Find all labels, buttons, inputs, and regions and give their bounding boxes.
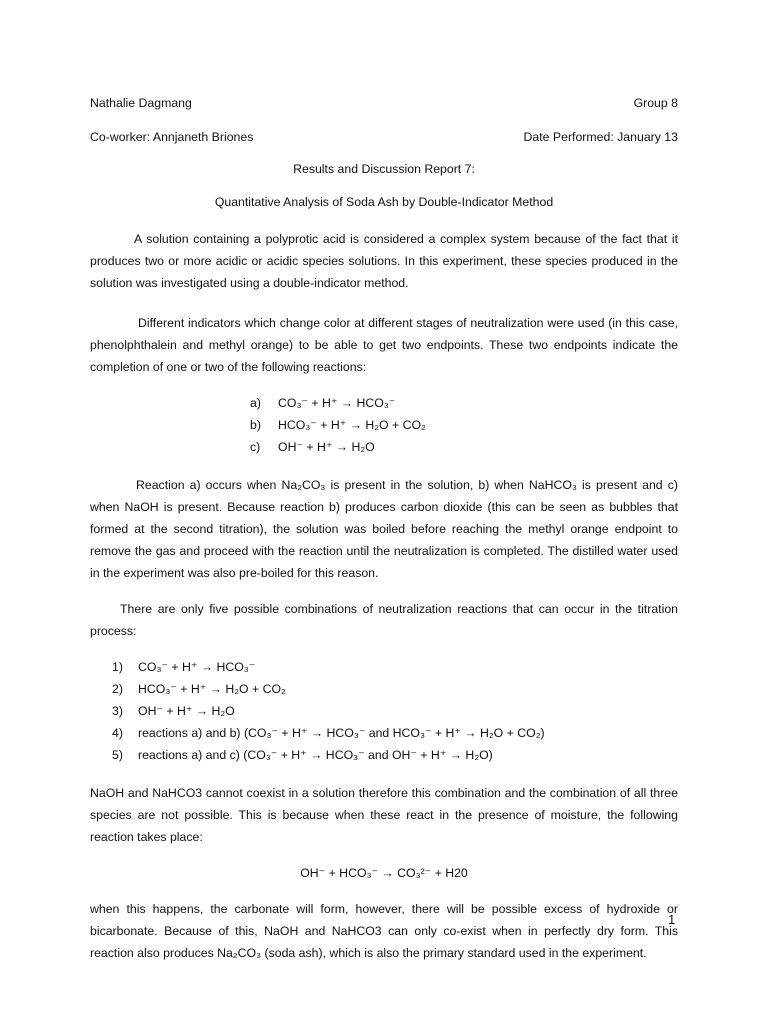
list-item: a) CO₃⁻ + H⁺ → HCO₃⁻ [250,396,396,410]
header-row-2 [90,126,678,148]
header-row-1 [90,92,678,114]
paragraph-reactions: Reaction a) occurs when Na₂CO₃ is present in the solution, b) when NaHCO₃ is present and c) when NaOH is present. Because reaction b) produces carbon dioxide (this can be seen as bubbles that formed at the second titration), the solution was boiled before reaching the methyl orange endpoint to remove the gas and proceed with the reaction until the neutralization is completed. The distilled water used in the experiment was also pre-boiled for this reason. [90,478,678,580]
reaction-list [250,392,678,458]
reaction-equation: OH⁻ + HCO₃⁻ → CO₃²⁻ + H20 [300,866,468,880]
combination-list [112,656,678,766]
paragraph-conclusion: when this happens, the carbonate will form, however, there will be possible excess of hydroxide or bicarbonate. Because of this, NaOH and NaHCO3 can only co-exist when in perfectly dry form. This reaction also produces Na₂CO₃ (soda ash), which is also the primary standard used in the experiment. [90,902,678,960]
paragraph-indicators: Different indicators which change color at different stages of neutralization were used (in this case, phenolphthalein and methyl orange) to be able to get two endpoints. These two endpoints indicate the completion of one or two of the following reactions: [90,316,678,374]
report-subtitle: Quantitative Analysis of Soda Ash by Double-Indicator Method [214,195,554,209]
list-item: 1) CO₃⁻ + H⁺ → HCO₃⁻ [112,660,256,674]
list-item: 5) reactions a) and c) (CO₃⁻ + H⁺ → HCO₃⁻ and OH⁻ + H⁺ → H₂O) [112,748,493,762]
group-label: Group 8 [633,96,678,110]
list-item: b) HCO₃⁻ + H⁺ → H₂O + CO₂ [250,418,426,432]
list-item: 4) reactions a) and b) (CO₃⁻ + H⁺ → HCO₃⁻ and HCO₃⁻ + H⁺ → H₂O + CO₂) [112,726,545,740]
paragraph-coexist: NaOH and NaHCO3 cannot coexist in a solution therefore this combination and the combination of all three species are not possible. This is because when these react in the presence of moisture, the following reaction takes place: [90,786,678,844]
document-page [90,92,678,964]
list-item: c) OH⁻ + H⁺ → H₂O [250,440,375,454]
report-title: Results and Discussion Report 7: [293,162,475,176]
page-number: 1 [668,912,676,927]
list-item: 3) OH⁻ + H⁺ → H₂O [112,704,235,718]
paragraph-combinations: There are only five possible combinations of neutralization reactions that can occur in the titration process: [90,602,678,638]
date-performed: Date Performed: January 13 [523,130,678,144]
author-name: Nathalie Dagmang [90,96,192,110]
paragraph-intro: A solution containing a polyprotic acid is considered a complex system because of the fact that it produces two or more acidic or acidic species solutions. In this experiment, these species produced in the solution was investigated using a double-indicator method. [90,232,678,290]
list-item: 2) HCO₃⁻ + H⁺ → H₂O + CO₂ [112,682,286,696]
coworker-label: Co-worker: Annjaneth Briones [90,130,254,144]
